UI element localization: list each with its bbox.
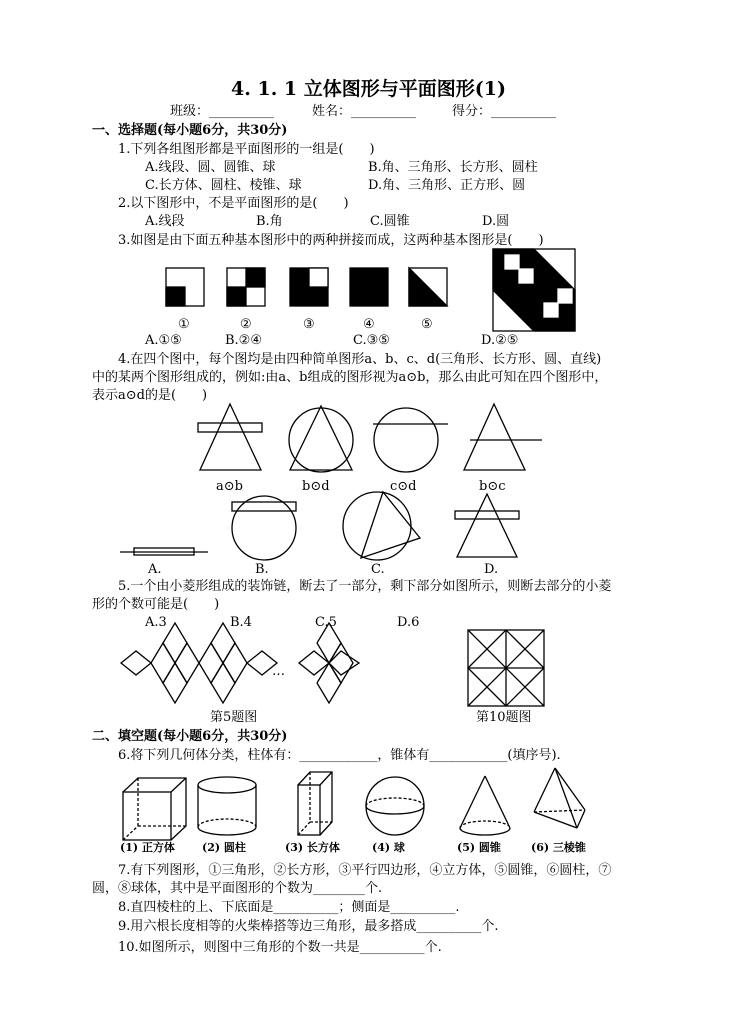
q4-option-c: C. [371, 562, 385, 577]
q5-figure-caption: 第5题图 [210, 710, 258, 725]
q4-option-a: A. [148, 562, 162, 577]
q5-chain-left [121, 623, 277, 703]
class-field: 班级：__________ [170, 104, 275, 119]
q3-tile-1 [166, 268, 204, 306]
q8-stem: 8.直四棱柱的上、下底面是__________；侧面是__________. [118, 900, 460, 915]
q5-option-a: A.3 [145, 615, 167, 630]
solid-label-5: (5) 圆锥 [457, 841, 501, 854]
q4-example-cd [373, 408, 448, 472]
q4-option-c-figure [343, 492, 420, 560]
q4-option-b-figure [232, 496, 296, 560]
q6-stem: 6.将下列几何体分类，柱体有：____________，锥体有____________(填序号). [118, 748, 561, 763]
q4-option-a-figure [120, 548, 208, 555]
solid-cylinder-figure [198, 777, 256, 835]
score-field: 得分：__________ [452, 104, 557, 119]
q3-stem: 3.如图是由下面五种基本图形中的两种拼接而成，这两种基本图形是( ) [118, 233, 544, 248]
solid-label-3: (3) 长方体 [285, 841, 340, 854]
q4-line1: 4.在四个图中，每个图均是由四种简单图形a、b、c、d(三角形、长方形、圆、直线) [118, 352, 602, 367]
q4-option-b: B. [255, 562, 269, 577]
q2-option-a: A.线段 [145, 214, 185, 229]
q2-option-c: C.圆锥 [370, 214, 410, 229]
page-title: 4. 1. 1 立体图形与平面图形(1) [231, 78, 506, 100]
solid-label-6: (6) 三棱锥 [531, 841, 586, 854]
q4-example-bd [289, 406, 353, 472]
q1-option-d: D.角、三角形、正方形、圆 [368, 178, 526, 193]
q5-line2: 形的个数可能是( ) [92, 597, 220, 612]
q3-tile-2 [227, 268, 265, 306]
q5-option-c: C.5 [315, 615, 337, 630]
q1-option-c: C.长方体、圆柱、棱锥、球 [145, 178, 302, 193]
q4-caption-cd: c⊙d [390, 479, 417, 494]
q3-label-4: ④ [363, 317, 375, 332]
q10-figure [468, 630, 544, 706]
q5-chain-right [299, 623, 359, 703]
q4-example-bc [464, 404, 542, 470]
q2-option-b: B.角 [256, 214, 283, 229]
q3-option-a: A.①⑤ [145, 333, 182, 348]
q3-label-5: ⑤ [421, 317, 433, 332]
q3-tile-4 [350, 268, 388, 306]
q5-option-d: D.6 [397, 615, 420, 630]
q7-line2: 圆，⑧球体，其中是平面图形的个数为________个. [92, 881, 383, 896]
q1-option-a: A.线段、圆、圆锥、球 [145, 160, 276, 175]
q4-example-ab [198, 404, 262, 470]
q5-ellipsis: … [272, 664, 285, 679]
section1-heading: 一、选择题(每小题6分，共30分) [92, 123, 288, 138]
solid-label-1: (1) 正方体 [120, 841, 175, 854]
q3-option-d: D.②⑤ [481, 333, 519, 348]
q3-label-3: ③ [303, 317, 315, 332]
q7-line1: 7.有下列图形，①三角形，②长方形，③平行四边形，④立方体，⑤圆锥，⑥圆柱，⑦ [118, 863, 612, 878]
q9-stem: 9.用六根长度相等的火柴棒搭等边三角形，最多搭成__________个. [118, 919, 499, 934]
solid-sphere-figure [366, 777, 424, 835]
q5-option-b: B.4 [230, 615, 252, 630]
q10-figure-caption: 第10题图 [476, 710, 532, 725]
name-field: 姓名：__________ [312, 104, 417, 119]
solid-label-4: (4) 球 [372, 841, 405, 854]
q4-option-d-figure [455, 494, 519, 557]
q3-tile-5 [409, 268, 447, 306]
q4-line2: 中的某两个图形组成的，例如:由a、b组成的图形视为a⊙b，那么由此可知在四个图形中， [92, 370, 608, 385]
q3-label-2: ② [240, 317, 252, 332]
solid-cone-figure [460, 776, 510, 835]
q2-stem: 2.以下图形中，不是平面图形的是( ) [118, 196, 349, 211]
q5-line1: 5.一个由小菱形组成的装饰链，断去了一部分，剩下部分如图所示，则断去部分的小菱 [118, 579, 612, 594]
q3-label-1: ① [178, 317, 190, 332]
q1-stem: 1.下列各组图形都是平面图形的一组是( ) [118, 142, 375, 157]
q2-option-d: D.圆 [482, 214, 510, 229]
q4-caption-bc: b⊙c [479, 479, 506, 494]
q1-option-b: B.角、三角形、长方形、圆柱 [368, 160, 538, 175]
solid-label-2: (2) 圆柱 [202, 841, 246, 854]
solid-cube-figure [123, 778, 186, 840]
q4-option-d: D. [484, 562, 499, 577]
section2-heading: 二、填空题(每小题6分，共30分) [92, 729, 288, 744]
q3-option-c: C.③⑤ [353, 333, 390, 348]
q3-option-b: B.②④ [225, 333, 262, 348]
q3-composite-figure [493, 249, 575, 331]
q4-line3: 表示a⊙d的是( ) [92, 388, 208, 403]
solid-triangular-pyramid-figure [534, 768, 585, 828]
q10-stem: 10.如图所示，则图中三角形的个数一共是__________个. [118, 940, 442, 955]
solid-cuboid-figure [298, 772, 332, 835]
q4-caption-bd: b⊙d [302, 479, 330, 494]
q3-tile-3 [290, 268, 328, 306]
q4-caption-ab: a⊙b [216, 479, 243, 494]
